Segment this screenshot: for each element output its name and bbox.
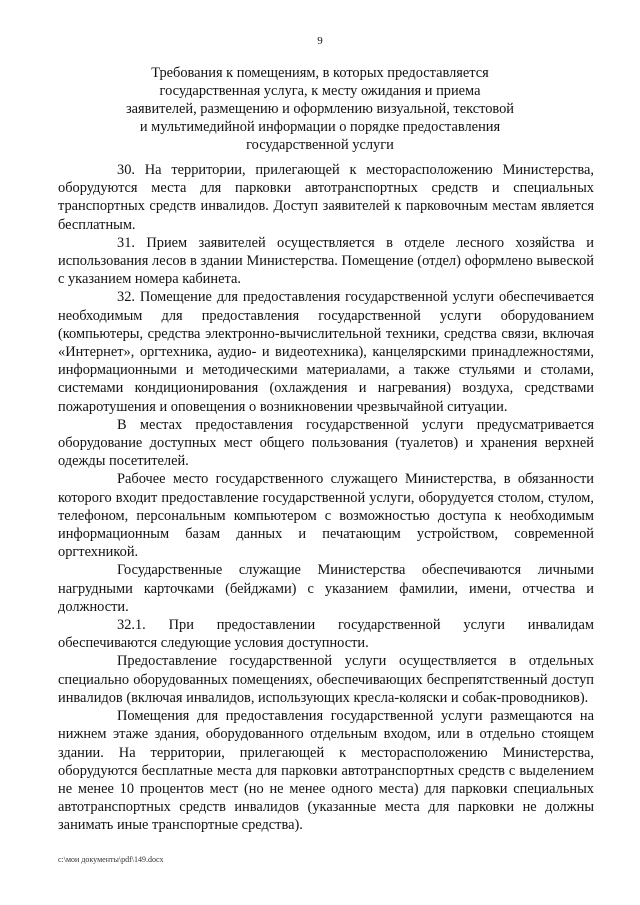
paragraph-32: 32. Помещение для предоставления государственной услуги обеспечивается необходимым для предоставления государственной услуги оборудованием (компьютеры, средства электронно-вычислительной техники, средства связи, включая «Интернет», оргтехника, аудио- и видеотехника), канцелярскими принадлежностями, информационными и методическими материалами, а также стульями и столами, системами кондиционирования (охлаждения и нагревания) воздуха, средствами пожаротушения и оповещения о возникновении чрезвычайной ситуации. <box>58 289 594 415</box>
document-body <box>58 161 594 835</box>
paragraph-30: 30. На территории, прилегающей к месторасположению Министерства, оборудуются места для парковки автотранспортных средств и специальных транспортных средств инвалидов. Доступ заявителей к парковочным местам является бесплатным. <box>58 162 594 233</box>
paragraph: Предоставление государственной услуги осуществляется в отдельных специально оборудованных помещениях, обеспечивающих беспрепятственный доступ инвалидов (включая инвалидов, использующих кресла-коляски и собак-проводников). <box>58 653 594 706</box>
paragraph-31: 31. Прием заявителей осуществляется в отделе лесного хозяйства и использования лесов в здании Министерства. Помещение (отдел) оформлено вывеской с указанием номера кабинета. <box>58 234 594 288</box>
footer-file-path: c:\мои документы\pdf\149.docx <box>58 855 164 864</box>
section-heading <box>100 64 540 154</box>
heading-line: государственной услуги <box>246 137 394 153</box>
heading-line: государственная услуга, к месту ожидания и приема <box>159 83 481 99</box>
paragraph-32-1: 32.1. При предоставлении государственной услуги инвалидам обеспечиваются следующие условия доступности. <box>58 617 594 652</box>
paragraph: Помещения для предоставления государственной услуги размещаются на нижнем этаже здания, оборудованного отдельным входом, или в отдельно стоящем здании. На территории, прилегающей к месторасположению Министерства, оборудуются бесплатные места для парковки автотранспортных средств с выделением не менее 10 процентов мест (но не менее одного места) для парковки специальных автотранспортных средств инвалидов (указанные места для парковки не должны занимать иные транспортные средства). <box>58 708 594 834</box>
paragraph: Рабочее место государственного служащего Министерства, в обязанности которого входит предоставление государственной услуги, оборудуется столом, стулом, телефоном, персональным компьютером с возможностью доступа к необходимым информационным базам данных и печатающим устройством, современной оргтехникой. <box>58 471 594 561</box>
paragraph: Государственные служащие Министерства обеспечиваются личными нагрудными карточками (бейджами) с указанием фамилии, имени, отчества и должности. <box>58 562 594 615</box>
heading-line: заявителей, размещению и оформлению визуальной, текстовой <box>125 101 515 117</box>
page-number: 9 <box>317 35 323 47</box>
heading-line: и мультимедийной информации о порядке предоставления <box>139 119 501 135</box>
paragraph: В местах предоставления государственной услуги предусматривается оборудование доступных мест общего пользования (туалетов) и хранения верхней одежды посетителей. <box>58 416 594 470</box>
heading-line: Требования к помещениям, в которых предоставляется <box>151 65 489 81</box>
